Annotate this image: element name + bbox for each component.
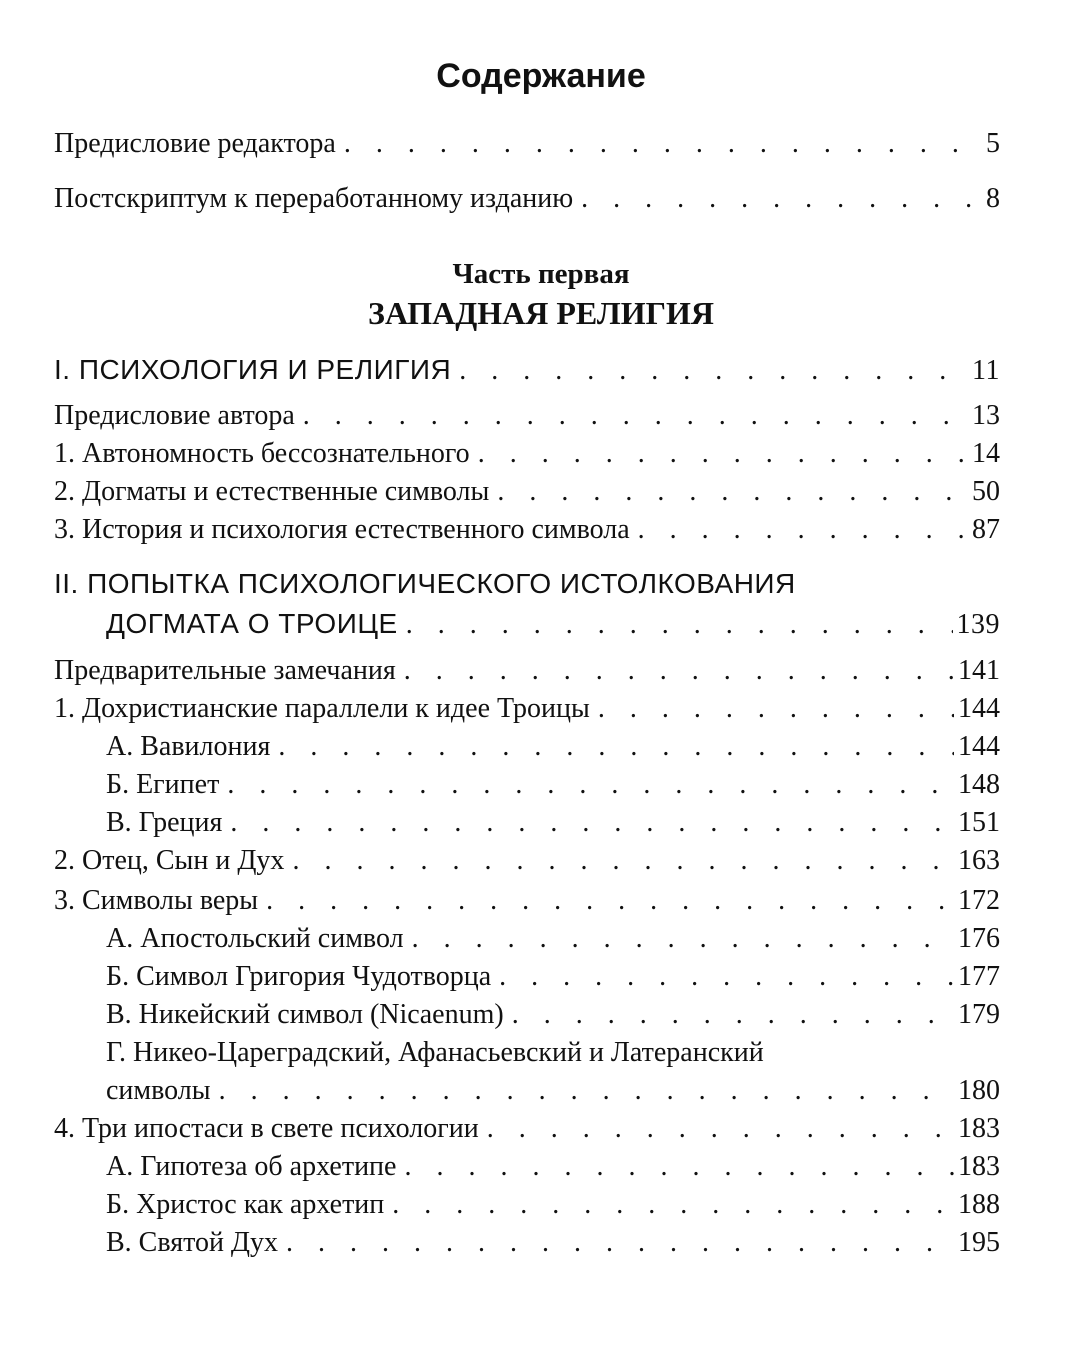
entry-title: Б. Египет	[106, 769, 220, 800]
entry-page: 177	[958, 961, 1000, 992]
entry-title: Постскриптум к переработанному изданию	[54, 183, 574, 214]
toc-entry-postscript	[54, 180, 1000, 218]
entry-title: Предварительные замечания	[54, 655, 396, 686]
leader-dots	[396, 652, 954, 690]
entry-page: 87	[972, 514, 1000, 545]
entry-page: 163	[958, 845, 1000, 876]
entry-page: 14	[972, 438, 1000, 469]
toc-entry	[54, 652, 1000, 690]
entry-page: 195	[958, 1227, 1000, 1258]
entry-page: 183	[958, 1113, 1000, 1144]
leader-dots	[590, 690, 954, 728]
toc-entry	[54, 842, 1000, 880]
leader-dots	[404, 920, 954, 958]
leader-dots	[336, 125, 982, 163]
entry-title: Предисловие автора	[54, 400, 295, 431]
toc-subentry-line1: Г. Никео-Цареградский, Афанасьевский и Латеранский	[106, 1037, 764, 1068]
entry-title: ДОГМАТА О ТРОИЦЕ	[106, 608, 398, 639]
leader-dots	[398, 606, 953, 644]
entry-page: 11	[972, 355, 1000, 386]
entry-title: 1. Автономность бессознательного	[54, 438, 470, 469]
toc-subentry	[106, 728, 1000, 766]
leader-dots	[479, 1110, 954, 1148]
toc-entry	[54, 473, 1000, 511]
entry-page: 144	[958, 693, 1000, 724]
leader-dots	[211, 1072, 954, 1110]
entry-title: 4. Три ипостаси в свете психологии	[54, 1113, 479, 1144]
entry-title: А. Апостольский символ	[106, 923, 404, 954]
entry-page: 8	[986, 183, 1000, 214]
entry-page: 183	[958, 1151, 1000, 1182]
toc-subentry	[106, 804, 1000, 842]
leader-dots	[396, 1148, 954, 1186]
toc-chapter-1-heading	[54, 351, 1000, 390]
toc-entry	[54, 882, 1000, 920]
toc-entry	[54, 435, 1000, 473]
toc-subentry	[106, 920, 1000, 958]
leader-dots	[470, 435, 968, 473]
toc-subentry	[106, 1186, 1000, 1224]
toc-entry	[54, 397, 1000, 435]
leader-dots	[451, 352, 968, 390]
leader-dots	[258, 882, 954, 920]
entry-page: 141	[958, 655, 1000, 686]
toc-subentry	[106, 766, 1000, 804]
leader-dots	[295, 397, 968, 435]
toc-subentry	[106, 958, 1000, 996]
toc-entry	[54, 511, 1000, 549]
entry-page: 13	[972, 400, 1000, 431]
entry-title: 3. История и психология естественного символа	[54, 514, 630, 545]
leader-dots	[219, 766, 954, 804]
entry-title: Б. Символ Григория Чудотворца	[106, 961, 492, 992]
entry-title: символы	[106, 1075, 211, 1106]
entry-page: 139	[956, 609, 1000, 640]
entry-title: А. Гипотеза об архетипе	[106, 1151, 397, 1182]
entry-title: 3. Символы веры	[54, 885, 259, 916]
part-name: ЗАПАДНАЯ РЕЛИГИЯ	[368, 295, 714, 331]
entry-title: I. ПСИХОЛОГИЯ И РЕЛИГИЯ	[54, 354, 452, 385]
leader-dots	[504, 996, 954, 1034]
entry-page: 151	[958, 807, 1000, 838]
entry-title: Предисловие редактора	[54, 128, 336, 159]
entry-title: 2. Отец, Сын и Дух	[54, 845, 285, 876]
leader-dots	[630, 511, 968, 549]
entry-page: 180	[958, 1075, 1000, 1106]
toc-chapter-2-heading-line2	[106, 605, 1000, 644]
leader-dots	[278, 1224, 954, 1262]
leader-dots	[284, 842, 954, 880]
leader-dots	[270, 728, 954, 766]
entry-title: В. Греция	[106, 807, 223, 838]
leader-dots	[573, 180, 982, 218]
part-label: Часть первая	[452, 258, 630, 290]
toc-subentry	[106, 1072, 1000, 1110]
entry-title: 1. Дохристианские параллели к идее Троицы	[54, 693, 590, 724]
toc-entry	[54, 1110, 1000, 1148]
entry-page: 188	[958, 1189, 1000, 1220]
toc-subentry	[106, 1224, 1000, 1262]
entry-title: Б. Христос как архетип	[106, 1189, 385, 1220]
entry-title: 2. Догматы и естественные символы	[54, 476, 490, 507]
entry-page: 172	[958, 885, 1000, 916]
entry-title: В. Святой Дух	[106, 1227, 279, 1258]
toc-subentry	[106, 996, 1000, 1034]
entry-page: 148	[958, 769, 1000, 800]
leader-dots	[489, 473, 968, 511]
entry-title: А. Вавилония	[106, 731, 271, 762]
entry-title: В. Никейский символ (Nicaenum)	[106, 999, 504, 1030]
toc-chapter-2-heading-line1: II. ПОПЫТКА ПСИХОЛОГИЧЕСКОГО ИСТОЛКОВАНИЯ	[54, 568, 796, 599]
entry-page: 179	[958, 999, 1000, 1030]
leader-dots	[222, 804, 954, 842]
toc-entry-editor-preface	[54, 125, 1000, 163]
leader-dots	[384, 1186, 954, 1224]
entry-page: 5	[986, 128, 1000, 159]
entry-page: 50	[972, 476, 1000, 507]
entry-page: 144	[958, 731, 1000, 762]
toc-subentry	[106, 1148, 1000, 1186]
page-title: Содержание	[436, 57, 646, 95]
entry-page: 176	[958, 923, 1000, 954]
toc-entry	[54, 690, 1000, 728]
leader-dots	[491, 958, 954, 996]
